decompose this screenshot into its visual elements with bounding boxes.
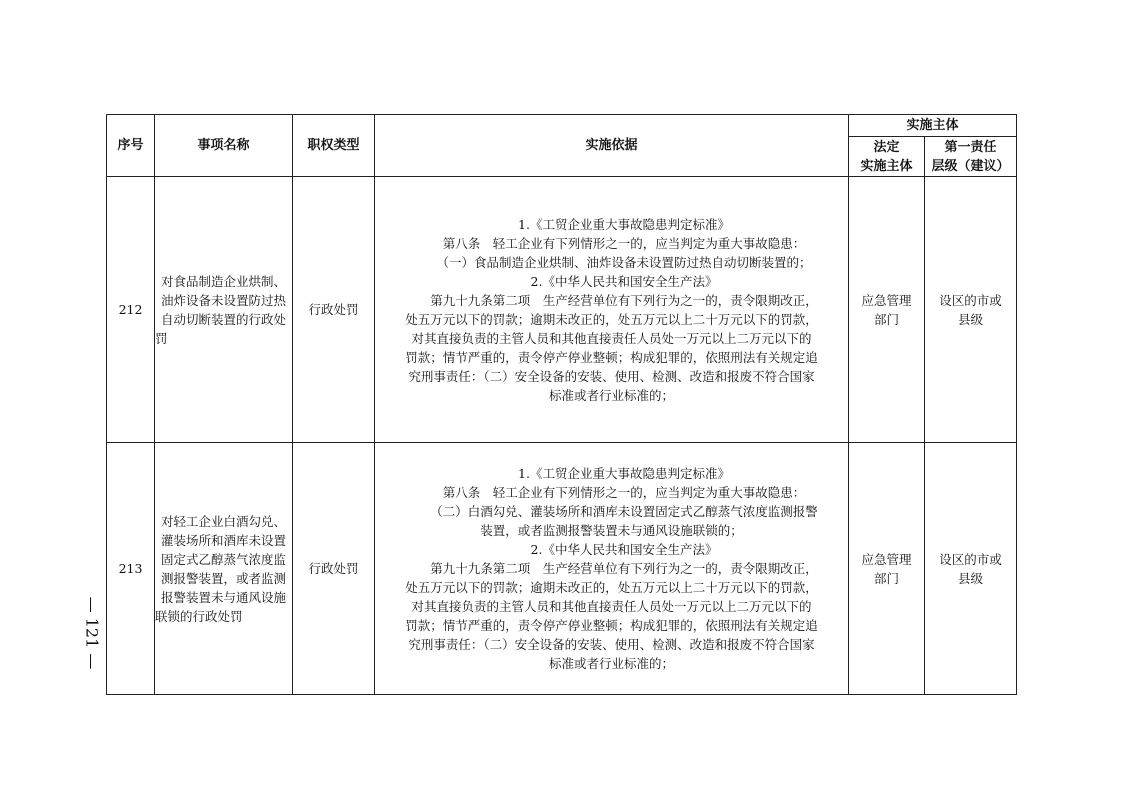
page-number-text: — 121 — [82, 596, 102, 670]
header-basis: 实施依据 [375, 115, 849, 177]
basis-line: 1.《工贸企业重大事故隐患判定标准》 [518, 466, 730, 481]
row-item-name: 对轻工企业白酒勾兑、灌装场所和酒库未设置固定式乙醇蒸气浓度监测报警装置，或者监测报警装置未与通风设施联锁的行政处罚 [155, 443, 293, 695]
legal-subject-line: 应急管理 [861, 292, 912, 308]
header-type: 职权类型 [293, 115, 375, 177]
row-basis [375, 443, 849, 695]
table-row [107, 443, 1017, 695]
header-seq: 序号 [107, 115, 155, 177]
basis-line: 第八条 轻工企业有下列情形之一的，应当判定为重大事故隐患： [442, 485, 806, 500]
row-first-resp [925, 443, 1017, 695]
basis-line: 对其直接负责的主管人员和其他直接责任人员处一万元以上二万元以下的 [411, 599, 812, 614]
basis-line: 罚款；情节严重的，责令停产停业整顿；构成犯罪的，依照刑法有关规定追 [405, 618, 818, 633]
basis-line: （二）白酒勾兑、灌装场所和酒库未设置固定式乙醇蒸气浓度监测报警 [430, 504, 818, 519]
first-resp-line: 设区的市或 [939, 292, 1002, 308]
row-basis [375, 177, 849, 443]
header-name: 事项名称 [155, 115, 293, 177]
row-item-name: 对食品制造企业烘制、油炸设备未设置防过热自动切断装置的行政处罚 [155, 177, 293, 443]
basis-line: 处五万元以下的罚款；逾期未改正的，处五万元以上二十万元以下的罚款， [405, 311, 818, 327]
table-row [107, 177, 1017, 443]
first-resp-line: 县级 [958, 570, 984, 586]
header-legal-subject-line: 实施主体 [860, 158, 913, 174]
row-legal-subject [849, 177, 925, 443]
basis-line: 第八条 轻工企业有下列情形之一的，应当判定为重大事故隐患： [442, 235, 806, 251]
header-first-resp-line: 层级（建议） [931, 158, 1010, 174]
header-legal-subject [849, 137, 925, 177]
basis-line: 第九十九条第二项 生产经营单位有下列行为之一的，责令限期改正， [430, 292, 818, 308]
row-seq: 213 [107, 443, 155, 695]
first-resp-line: 县级 [958, 311, 984, 327]
header-legal-subject-line: 法定 [873, 139, 900, 155]
header-first-resp [925, 137, 1017, 177]
legal-subject-line: 部门 [873, 570, 899, 586]
row-first-resp [925, 177, 1017, 443]
legal-subject-line: 部门 [873, 311, 899, 327]
basis-line: 标准或者行业标准的； [548, 656, 674, 671]
row-seq: 212 [107, 177, 155, 443]
basis-line: 罚款；情节严重的，责令停产停业整顿；构成犯罪的，依照刑法有关规定追 [405, 349, 818, 365]
basis-line: 标准或者行业标准的； [548, 387, 674, 403]
basis-line: 对其直接负责的主管人员和其他直接责任人员处一万元以上二万元以下的 [411, 330, 812, 346]
first-resp-line: 设区的市或 [939, 551, 1002, 567]
basis-line: 装置，或者监测报警装置未与通风设施联锁的； [480, 523, 743, 538]
basis-line: 第九十九条第二项 生产经营单位有下列行为之一的，责令限期改正， [430, 561, 818, 576]
row-legal-subject [849, 443, 925, 695]
regulation-table [106, 114, 1017, 695]
row-type: 行政处罚 [293, 177, 375, 443]
legal-subject-line: 应急管理 [861, 551, 912, 567]
header-first-resp-line: 第一责任 [944, 139, 997, 155]
basis-line: 1.《工贸企业重大事故隐患判定标准》 [518, 216, 730, 232]
basis-line: 2.《中华人民共和国安全生产法》 [530, 542, 718, 557]
basis-line: 处五万元以下的罚款；逾期未改正的，处五万元以上二十万元以下的罚款， [405, 580, 818, 595]
basis-line: 究刑事责任：（二）安全设备的安装、使用、检测、改造和报废不符合国家 [408, 637, 815, 652]
basis-line: 究刑事责任：（二）安全设备的安装、使用、检测、改造和报废不符合国家 [408, 368, 815, 384]
header-subject: 实施主体 [849, 115, 1017, 137]
basis-line: 2.《中华人民共和国安全生产法》 [530, 273, 718, 289]
page-number [72, 578, 112, 688]
basis-line: （一）食品制造企业烘制、油炸设备未设置防过热自动切断装置的； [436, 254, 812, 270]
row-type: 行政处罚 [293, 443, 375, 695]
